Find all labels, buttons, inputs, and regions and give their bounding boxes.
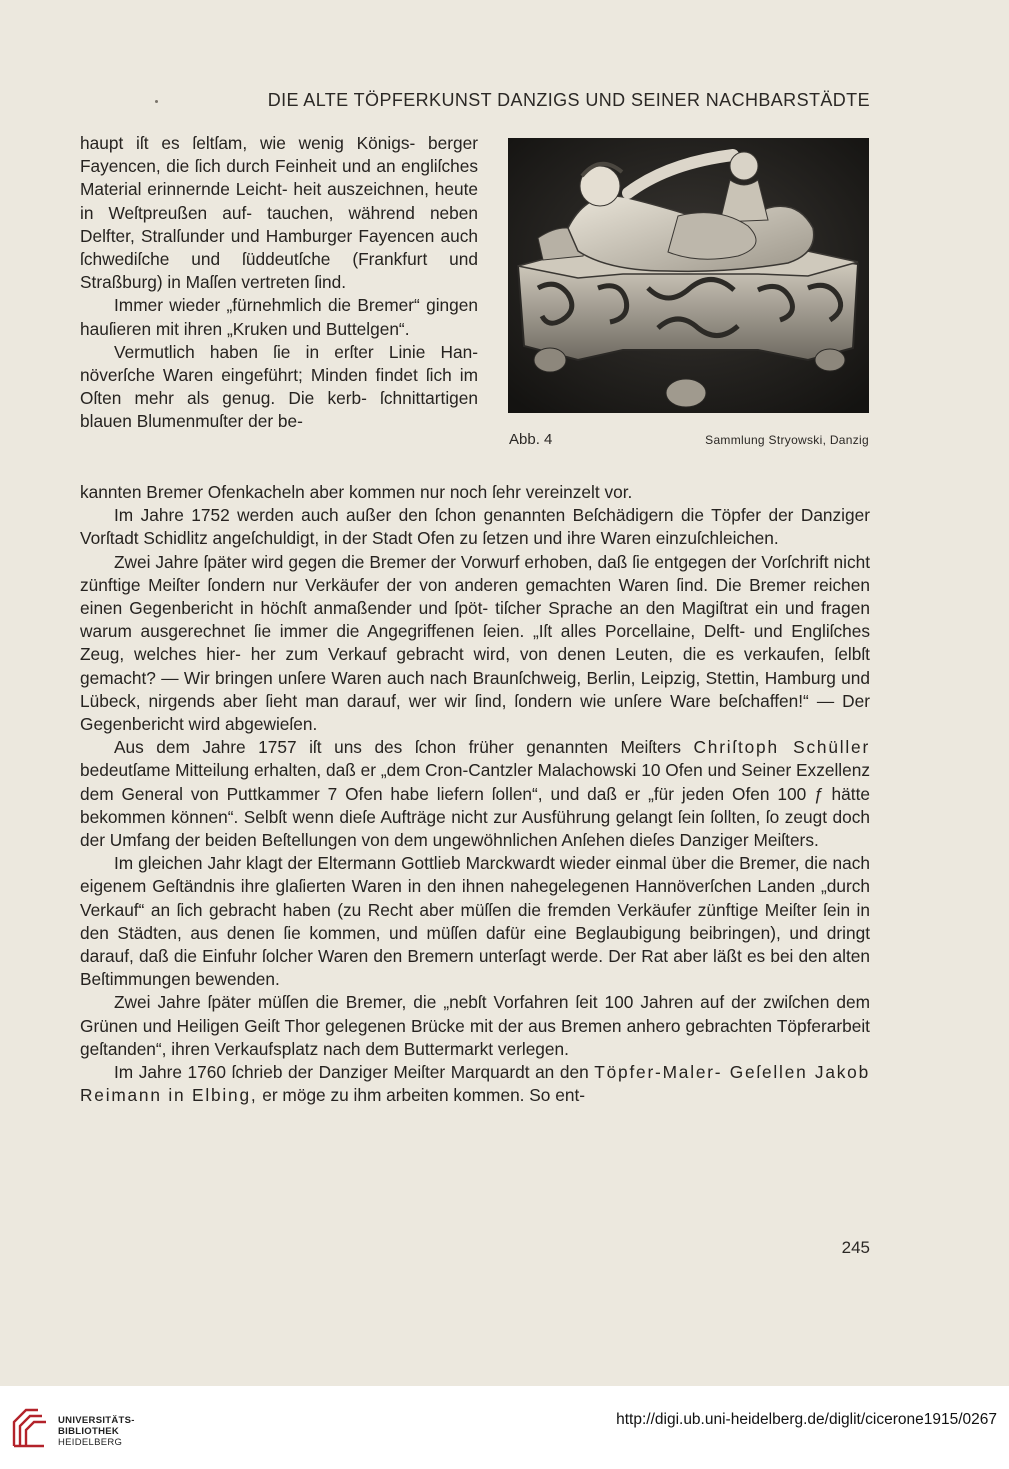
paragraph <box>80 1061 870 1107</box>
figure-label: Abb. 4 <box>509 431 553 448</box>
page-number: 245 <box>841 1238 870 1257</box>
figure-photo <box>508 138 869 413</box>
paragraph: Im gleichen Jahr klagt der Eltermann Gottlieb Marckwardt wieder einmal über die Bremer, die nach eigenem Geſtändnis ihre glaſierten Waren in den ihnen nahegelegenen Hannöverſchen Landen „durch Verkauf“ an ſich gebracht haben (zu Recht aber müſſen die fremden Verkäufer zünftige Meiſter ſein in den Städten, aus denen ſie kommen, und müſſen dafür eine Beglaubigung beibringen), und dringt darauf, daß die Einfuhr ſolcher Waren den Bremern unterſagt werde. Der Rat aber läßt es bei den alten Beſtimmungen bewenden. <box>80 853 870 990</box>
source-url-link[interactable]: http://digi.ub.uni-heidelberg.de/diglit/cicerone1915/0267 <box>616 1411 997 1428</box>
paragraph: Im Jahre 1752 werden auch außer den ſchon genannten Beſchädigern die Töpfer der Danziger Vorſtadt Schidlitz angeſchuldigt, in der Stadt Ofen zu ſetzen und ihre Waren einzuſchleichen. <box>80 505 870 549</box>
emphasized-name: Chriſtoph Schüller <box>693 737 870 758</box>
column-text <box>80 132 478 434</box>
library-name <box>58 1415 135 1448</box>
heidelberg-library-logo-icon[interactable] <box>10 1406 50 1450</box>
reclining-figure-ceramic-icon <box>508 138 869 413</box>
text-run: Im Jahre 1760 ſchrieb der Danziger Meiſter Marquardt an den <box>114 1062 589 1083</box>
page-mark <box>155 100 158 103</box>
paragraph: haupt iſt es ſeltſam, wie wenig Königs- berger Fayencen, die ſich durch Feinheit und an engliſches Material erinnernde Leicht- heit auszeichnen, heute in Weſtpreußen auf- tauchen, während neben Delfter, Stralſunder und Hamburger Fayencen auch ſchwediſche und ſüddeutſche (Frankfurt und Straßburg) in Maſſen vertreten ſind. <box>80 133 478 293</box>
paragraph <box>80 736 870 852</box>
footer-bar <box>0 1386 1009 1469</box>
body-text <box>80 481 870 1107</box>
text-run: er möge zu ihm arbeiten kommen. So ent- <box>262 1085 585 1106</box>
paragraph: kannten Bremer Ofenkacheln aber kommen nur noch ſehr vereinzelt vor. <box>80 482 633 502</box>
text-run: bedeutſame Mitteilung erhalten, daß er „dem Cron-Cantzler Malachowski 10 Ofen und Seiner Exzellenz dem General von Puttkammer 7 Ofen habe liefern ſollen“, und daß er „für jeden Ofen 100 ƒ hätte bekommen können“. Selbſt wenn dieſe Aufträge nicht zur Ausführung gelangt ſein ſollten, ſo zeugt doch der Umfang der beiden Beſtellungen von dem ungewöhnlichen Anſehen dieſes Danziger Meiſters. <box>80 760 870 851</box>
paragraph: Zwei Jahre ſpäter müſſen die Bremer, die „nebſt Vorfahren ſeit 100 Jahren auf der zwiſchen dem Grünen und Heiligen Geiſt Thor gelegenen Brücke mit der aus Bremen anhero gebrachten Töpferarbeit geſtanden“, ihren Verkaufsplatz nach dem Buttermarkt verlegen. <box>80 992 870 1059</box>
paragraph: Vermutlich haben ſie in erſter Linie Han- növerſche Waren eingeführt; Minden findet ſich im Oſten mehr als genug. Die kerb- ſchnittartigen blauen Blumenmuſter der be- <box>80 341 478 432</box>
emphasized-name: Töpfer-Maler- Geſellen Jakob Reimann in Elbing, <box>80 1062 871 1106</box>
running-head: DIE ALTE TÖPFERKUNST DANZIGS UND SEINER NACHBARSTÄDTE <box>267 90 870 110</box>
library-name-line: HEIDELBERG <box>58 1437 123 1448</box>
text-run: Aus dem Jahre 1757 iſt uns des ſchon früher genannten Meiſters <box>114 737 681 758</box>
library-name-line: BIBLIOTHEK <box>58 1426 120 1437</box>
library-name-line: UNIVERSITÄTS- <box>58 1415 135 1426</box>
figure-credit: Sammlung Stryowski, Danzig <box>705 433 869 447</box>
paragraph: Immer wieder „fürnehmlich die Bremer“ gingen hauſieren mit ihren „Kruken und Buttelgen“. <box>80 295 478 339</box>
paragraph: Zwei Jahre ſpäter wird gegen die Bremer der Vorwurf erhoben, daß ſie entgegen der Vorſchrift nicht zünftige Meiſter ſondern nur Verkäufer der von anderen gemachten Waren ſind. Die Bremer reichen einen Gegenbericht in höchſt anmaßender und ſpöt- tiſcher Sprache an den Magiſtrat ein und fragen warum ausgerechnet ſie immer die Angegriffenen ſeien. „Iſt alles Porcellaine, Delft- und Engliſches Zeug, welches hier- her zum Verkauf gebracht wird, von denen Leuten, die es verkaufen, ſelbſt gemacht? — Wir bringen unſere Waren auch nach Braunſchweig, Berlin, Leipzig, Stettin, Hamburg und Lübeck, nirgends aber ſieht man darauf, wer wir ſind, ſondern wie unſere Ware beſchaffen!“ — Der Gegenbericht wird abgewieſen. <box>80 551 870 735</box>
